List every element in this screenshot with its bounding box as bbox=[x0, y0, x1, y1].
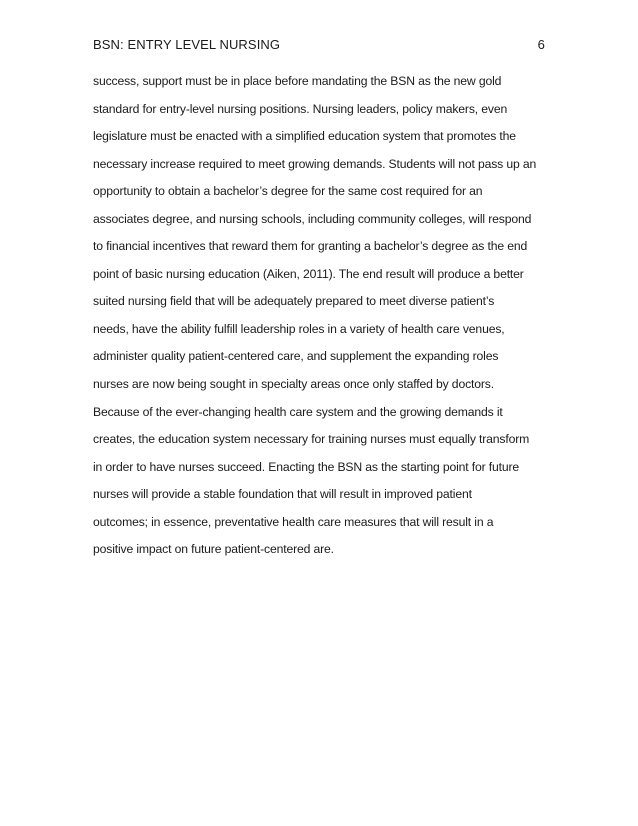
text-line: standard for entry-level nursing positions. Nursing leaders, policy makers, even bbox=[93, 101, 508, 116]
text-line: opportunity to obtain a bachelor’s degree for the same cost required for an bbox=[93, 184, 483, 199]
text-line: nurses will provide a stable foundation that will result in improved patient bbox=[93, 487, 472, 502]
text-line: needs, have the ability fulfill leadership roles in a variety of health care venues, bbox=[93, 321, 505, 336]
text-line: legislature must be enacted with a simplified education system that promotes the bbox=[93, 129, 516, 144]
text-line: associates degree, and nursing schools, including community colleges, will respond bbox=[93, 211, 532, 226]
text-line: in order to have nurses succeed. Enacting the BSN as the starting point for future bbox=[93, 459, 520, 474]
text-line: positive impact on future patient-centered are. bbox=[93, 542, 334, 557]
text-line: outcomes; in essence, preventative health care measures that will result in a bbox=[93, 514, 494, 529]
running-head bbox=[93, 37, 545, 52]
text-line: point of basic nursing education (Aiken, 2011). The end result will produce a better bbox=[93, 266, 524, 281]
running-head-title: BSN: ENTRY LEVEL NURSING bbox=[93, 37, 281, 52]
text-line: creates, the education system necessary for training nurses must equally transform bbox=[93, 432, 530, 447]
text-line: nurses are now being sought in specialty areas once only staffed by doctors. bbox=[93, 377, 494, 392]
text-line: success, support must be in place before mandating the BSN as the new gold bbox=[93, 74, 502, 88]
text-line: to financial incentives that reward them for granting a bachelor’s degree as the end bbox=[93, 239, 528, 254]
text-line: suited nursing field that will be adequately prepared to meet diverse patient’s bbox=[93, 294, 495, 309]
body-text bbox=[93, 73, 545, 569]
page-number: 6 bbox=[537, 37, 545, 52]
text-line: administer quality patient-centered care, and supplement the expanding roles bbox=[93, 349, 499, 364]
text-line: Because of the ever-changing health care system and the growing demands it bbox=[93, 404, 503, 419]
text-line: necessary increase required to meet growing demands. Students will not pass up an bbox=[93, 156, 537, 171]
